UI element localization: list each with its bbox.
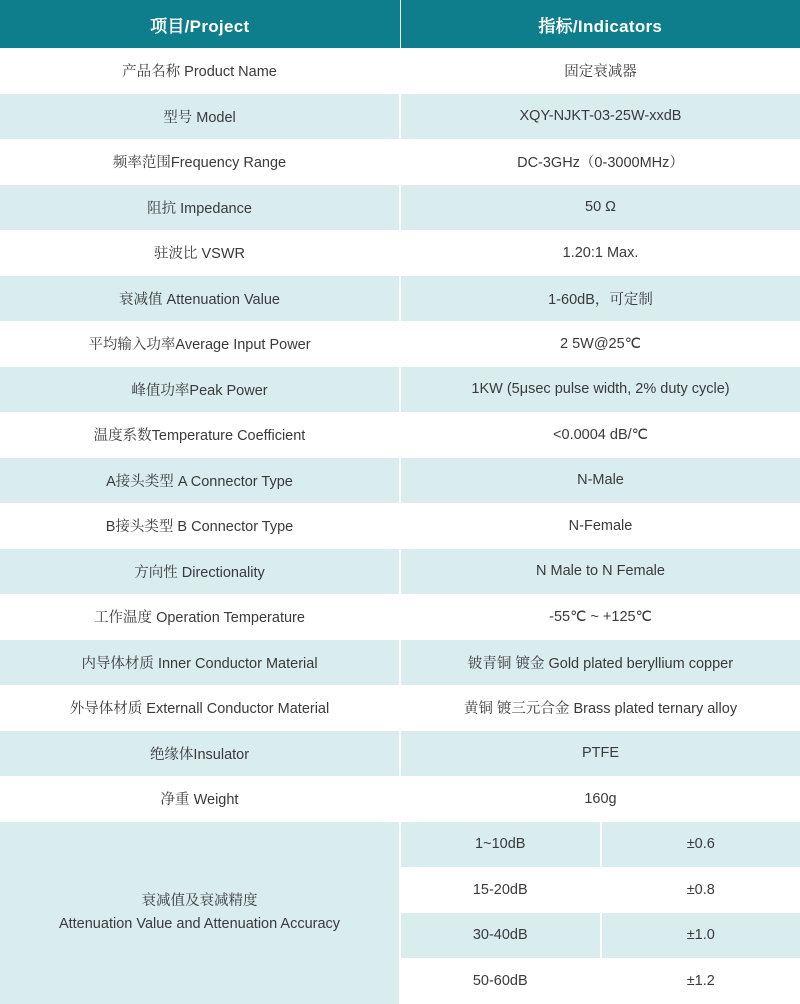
accuracy-range: 30-40dB bbox=[401, 913, 601, 959]
accuracy-tolerance: ±0.6 bbox=[601, 822, 800, 868]
row-label: 驻波比 VSWR bbox=[0, 230, 400, 276]
table-row bbox=[0, 367, 800, 413]
attenuation-accuracy-label-en: Attenuation Value and Attenuation Accuracy bbox=[6, 913, 393, 935]
row-value: 1-60dB，可定制 bbox=[400, 276, 800, 322]
table-row bbox=[0, 640, 800, 686]
table-row bbox=[0, 503, 800, 549]
row-value: 160g bbox=[400, 776, 800, 822]
attenuation-accuracy-row bbox=[0, 822, 800, 1004]
table-row bbox=[0, 48, 800, 94]
row-value: 固定衰减器 bbox=[400, 48, 800, 94]
table-row bbox=[0, 230, 800, 276]
table-header bbox=[0, 0, 800, 48]
row-value: DC-3GHz（0-3000MHz） bbox=[400, 139, 800, 185]
table-row bbox=[0, 549, 800, 595]
row-label: 型号 Model bbox=[0, 94, 400, 140]
row-value: <0.0004 dB/℃ bbox=[400, 412, 800, 458]
accuracy-tolerance: ±0.8 bbox=[601, 867, 800, 913]
accuracy-range: 50-60dB bbox=[401, 958, 601, 1004]
row-value: N-Female bbox=[400, 503, 800, 549]
row-label: 净重 Weight bbox=[0, 776, 400, 822]
accuracy-table bbox=[401, 822, 800, 1004]
row-value: N Male to N Female bbox=[400, 549, 800, 595]
row-label: 方向性 Directionality bbox=[0, 549, 400, 595]
accuracy-tolerance: ±1.0 bbox=[601, 913, 800, 959]
row-label: 平均输入功率Average Input Power bbox=[0, 321, 400, 367]
table-body bbox=[0, 48, 800, 1004]
row-label: 频率范围Frequency Range bbox=[0, 139, 400, 185]
table-row bbox=[0, 139, 800, 185]
attenuation-accuracy-label bbox=[0, 822, 400, 1004]
row-value: 1.20:1 Max. bbox=[400, 230, 800, 276]
table-row bbox=[0, 412, 800, 458]
accuracy-row bbox=[401, 913, 800, 959]
row-label: 产品名称 Product Name bbox=[0, 48, 400, 94]
attenuation-accuracy-label-cn: 衰减值及衰减精度 bbox=[6, 890, 393, 912]
row-value: -55℃ ~ +125℃ bbox=[400, 594, 800, 640]
row-label: 峰值功率Peak Power bbox=[0, 367, 400, 413]
row-label: 绝缘体Insulator bbox=[0, 731, 400, 777]
row-value: PTFE bbox=[400, 731, 800, 777]
table-row bbox=[0, 731, 800, 777]
table-row bbox=[0, 776, 800, 822]
accuracy-range: 15-20dB bbox=[401, 867, 601, 913]
row-label: 衰减值 Attenuation Value bbox=[0, 276, 400, 322]
row-label: 温度系数Temperature Coefficient bbox=[0, 412, 400, 458]
table-row bbox=[0, 594, 800, 640]
header-cell-indicators: 指标/Indicators bbox=[400, 0, 800, 48]
row-label: 阻抗 Impedance bbox=[0, 185, 400, 231]
row-label: A接头类型 A Connector Type bbox=[0, 458, 400, 504]
header-row bbox=[0, 0, 800, 48]
row-value: N-Male bbox=[400, 458, 800, 504]
row-value: 50 Ω bbox=[400, 185, 800, 231]
accuracy-row bbox=[401, 867, 800, 913]
accuracy-tolerance: ±1.2 bbox=[601, 958, 800, 1004]
row-value: 1KW (5μsec pulse width, 2% duty cycle) bbox=[400, 367, 800, 413]
row-value: 铍青铜 镀金 Gold plated beryllium copper bbox=[400, 640, 800, 686]
accuracy-row bbox=[401, 822, 800, 868]
table-row bbox=[0, 321, 800, 367]
accuracy-row bbox=[401, 958, 800, 1004]
table-row bbox=[0, 276, 800, 322]
accuracy-range: 1~10dB bbox=[401, 822, 601, 868]
table-row bbox=[0, 458, 800, 504]
attenuation-accuracy-values bbox=[400, 822, 800, 1004]
table-row bbox=[0, 685, 800, 731]
row-label: 工作温度 Operation Temperature bbox=[0, 594, 400, 640]
header-cell-project: 项目/Project bbox=[0, 0, 400, 48]
row-value: XQY-NJKT-03-25W-xxdB bbox=[400, 94, 800, 140]
table-row bbox=[0, 94, 800, 140]
row-label: 外导体材质 Externall Conductor Material bbox=[0, 685, 400, 731]
row-value: 黄铜 镀三元合金 Brass plated ternary alloy bbox=[400, 685, 800, 731]
row-label: 内导体材质 Inner Conductor Material bbox=[0, 640, 400, 686]
row-value: 2 5W@25℃ bbox=[400, 321, 800, 367]
row-label: B接头类型 B Connector Type bbox=[0, 503, 400, 549]
table-row bbox=[0, 185, 800, 231]
